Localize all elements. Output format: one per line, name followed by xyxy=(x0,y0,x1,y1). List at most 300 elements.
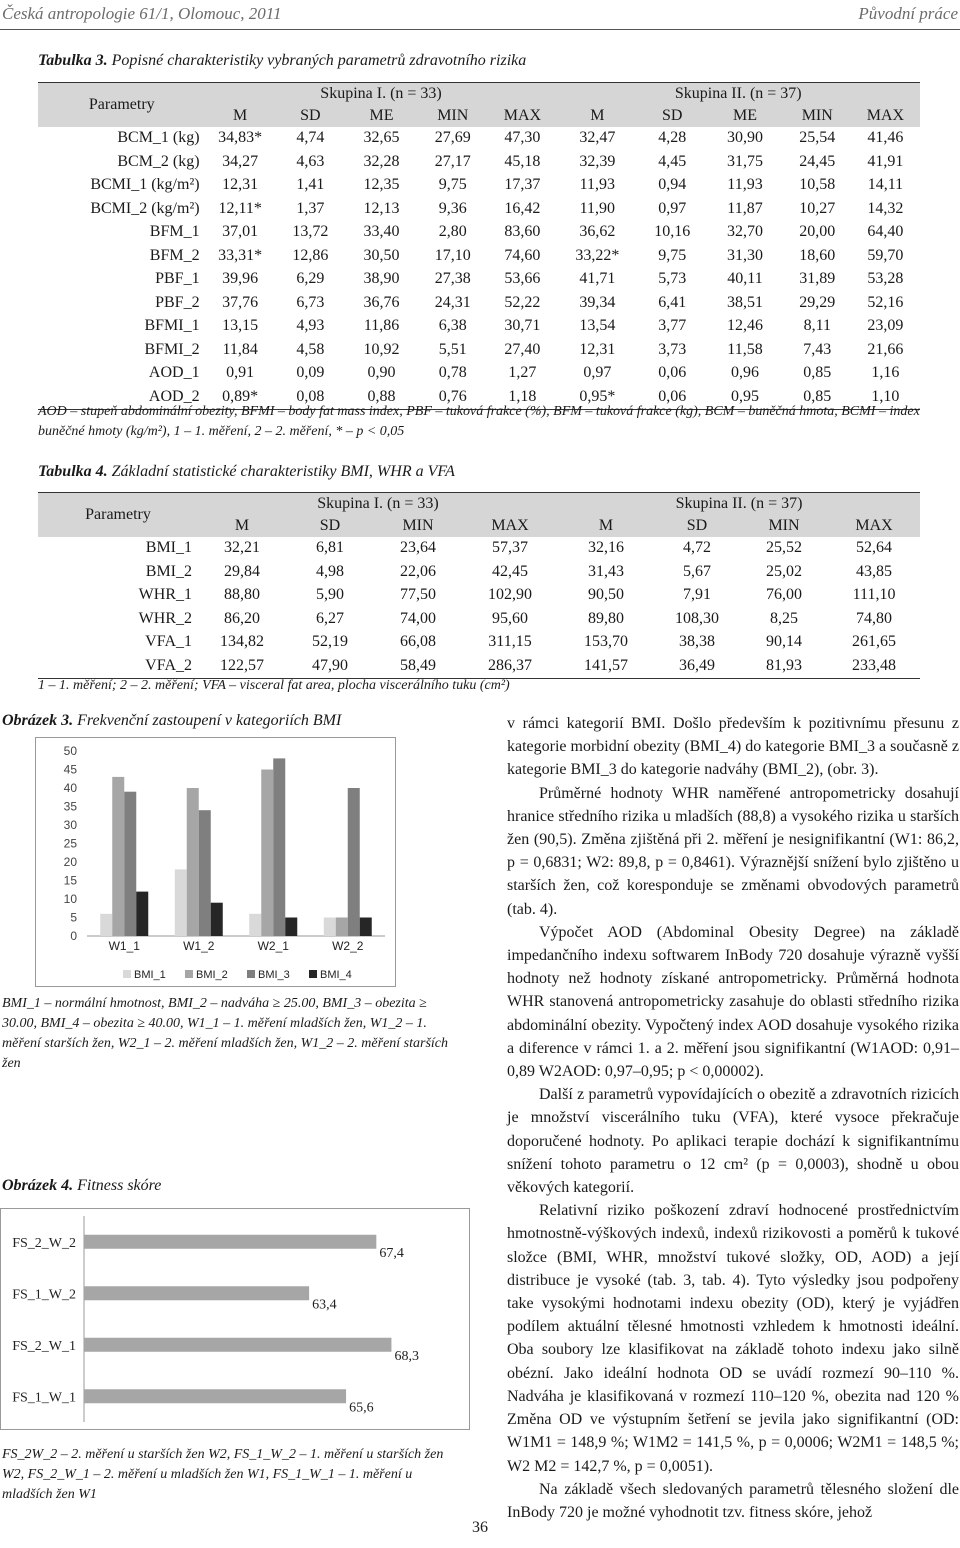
table3-group1: Skupina I. (n = 33) xyxy=(206,83,557,105)
table-cell: 76,00 xyxy=(766,586,803,604)
category-label: FS_1_W_2 xyxy=(12,1287,76,1303)
table-cell: 4,72 xyxy=(683,539,712,557)
table-cell: 17,37 xyxy=(504,176,541,194)
body-paragraph: Na základě všech sledovaných parametrů tělesného složení dle InBody 720 je možné vyhodnotit tzv. fitness skóre, jehož xyxy=(507,1480,959,1521)
table-cell: 12,31 xyxy=(579,340,616,358)
table-cell: 10,92 xyxy=(363,340,400,358)
bar-bmi_2 xyxy=(112,777,124,936)
table-row xyxy=(38,221,920,245)
bar-bmi_1 xyxy=(175,869,187,936)
table-cell: 0,91 xyxy=(226,364,255,382)
table-cell: 8,11 xyxy=(803,317,831,335)
header-rule xyxy=(0,29,960,30)
legend-swatch xyxy=(247,970,255,978)
table-row xyxy=(38,150,920,174)
row-label: BFMI_1 xyxy=(144,317,200,335)
table-cell: 1,41 xyxy=(296,176,325,194)
table3-col-header: M xyxy=(206,105,275,127)
table-cell: 95,60 xyxy=(492,609,528,627)
table-cell: 233,48 xyxy=(828,654,920,678)
table-cell: 89,80 xyxy=(588,609,625,627)
x-tick-label: W2_1 xyxy=(257,939,289,953)
table-cell: 10,16 xyxy=(654,223,691,241)
table-cell: 4,28 xyxy=(658,129,687,147)
table-cell: 6,73 xyxy=(296,293,325,311)
table-cell: 38,90 xyxy=(363,270,400,288)
table-cell: 6,27 xyxy=(316,609,344,627)
table-cell: 39,96 xyxy=(222,270,259,288)
body-paragraph: Relativní riziko poškození zdraví hodnocené prostřednictvím hmotnostně-výškových indexů, indexů rizikovosti a poměrů k tukové složce (BMI, WHR, množství tukové složky, OD, AOD) a její distribuce je vysoké (tab. 3, tab. 4). Tyto výsledky jsou podpořeny take vysokými hodnotami indexu obezity (OD), který je vyjádřen podílem aktuální tělesné hmotnosti vzhledem k hmotnosti ideální. Oba soubory lze klasifikovat na základě tohoto indexu jako silně obézní. Jako ideální hodnota OD se uvádí rozmezí 90–110 %. Nadváha je klasifikovaná v rozmezí 110–120 %, obezita nad 120 % Změna OD ve výstupním šetření se jevila jako signifikantní (OD: W1M1 = 148,9 %; W1M2 = 141,5 %, p = 0,0006; W2M1 = 148,5 %; W2 M2 = 142,7 %, p = 0,0051). xyxy=(507,1202,959,1475)
table-cell: 59,70 xyxy=(867,246,904,264)
table-cell: 4,63 xyxy=(296,152,325,170)
y-tick-label: 10 xyxy=(63,892,77,906)
table-cell: 27,40 xyxy=(504,340,541,358)
table-cell: 5,90 xyxy=(316,586,344,604)
table4-col-header: MIN xyxy=(740,515,828,537)
table-cell: 53,66 xyxy=(504,270,541,288)
table-row xyxy=(38,315,920,339)
table-row xyxy=(38,244,920,268)
table-cell: 111,10 xyxy=(852,586,896,604)
table3-col-header: MAX xyxy=(851,105,920,127)
table-cell: 14,32 xyxy=(867,199,904,217)
table-cell: 261,65 xyxy=(852,633,897,651)
table-cell: 32,28 xyxy=(363,152,400,170)
table4-col-header: MAX xyxy=(462,515,558,537)
table3-col-header: ME xyxy=(346,105,417,127)
table-cell: 74,00 xyxy=(400,609,436,627)
table-cell: 5,67 xyxy=(683,562,712,580)
table-cell: 4,98 xyxy=(316,562,344,580)
table-cell: 31,30 xyxy=(727,246,763,264)
y-tick-label: 50 xyxy=(63,744,77,758)
table-cell: 31,43 xyxy=(588,562,625,580)
table-row xyxy=(38,197,920,221)
y-tick-label: 15 xyxy=(63,873,77,888)
table-cell: 3,73 xyxy=(658,340,687,358)
table-cell: 32,16 xyxy=(588,539,625,557)
table-cell: 32,47 xyxy=(579,129,616,147)
figure4-label: Obrázek 4. xyxy=(2,1177,74,1194)
table-row xyxy=(38,631,920,655)
row-label: BFMI_2 xyxy=(144,340,200,358)
table4-param-header: Parametry xyxy=(38,493,198,537)
table-cell: 311,15 xyxy=(488,633,532,651)
table-cell: 11,90 xyxy=(579,199,616,217)
table-cell: 41,46 xyxy=(867,129,904,147)
table3-col-header: ME xyxy=(706,105,784,127)
row-label: VFA_2 xyxy=(38,654,198,678)
table-cell: 11,93 xyxy=(727,176,763,194)
table-cell: 43,85 xyxy=(856,562,893,580)
table-cell: 33,40 xyxy=(363,223,400,241)
table-cell: 286,37 xyxy=(462,654,558,678)
bar-bmi_1 xyxy=(249,914,261,936)
table-cell: 25,52 xyxy=(766,539,803,557)
table-cell: 66,08 xyxy=(400,633,436,651)
table-cell: 39,34 xyxy=(579,293,616,311)
table-cell: 0,88 xyxy=(346,385,417,409)
row-label: VFA_1 xyxy=(145,633,192,651)
table4-caption xyxy=(38,463,455,481)
table4-note: 1 – 1. měření; 2 – 2. měření; VFA – visceral fat area, plocha viscerálního tuku (cm²) xyxy=(38,678,510,693)
legend-label: BMI_4 xyxy=(320,969,352,981)
fitness-bar xyxy=(84,1389,346,1403)
table-cell: 12,13 xyxy=(363,199,400,217)
table-cell: 45,18 xyxy=(504,152,541,170)
table-cell: 81,93 xyxy=(740,654,828,678)
table-cell: 25,02 xyxy=(766,562,803,580)
table-cell: 47,90 xyxy=(286,654,374,678)
table3-group2: Skupina II. (n = 37) xyxy=(556,83,920,105)
y-tick-label: 25 xyxy=(63,836,77,851)
data-label: 67,4 xyxy=(379,1245,404,1261)
table-cell: 14,11 xyxy=(867,176,904,194)
fitness-bar xyxy=(84,1338,391,1352)
body-text xyxy=(507,712,959,1524)
table-cell: 0,94 xyxy=(658,176,687,194)
table-cell: 11,93 xyxy=(579,176,616,194)
table-cell: 27,17 xyxy=(434,152,471,170)
table-cell: 24,31 xyxy=(434,293,471,311)
table-cell: 108,30 xyxy=(675,609,720,627)
page-number: 36 xyxy=(472,1519,488,1536)
bar-bmi_1 xyxy=(324,918,336,937)
table-cell: 32,39 xyxy=(579,152,616,170)
table-cell: 5,51 xyxy=(438,340,467,358)
table-cell: 13,15 xyxy=(222,317,259,335)
table-cell: 74,80 xyxy=(856,609,893,627)
table3-col-header: SD xyxy=(638,105,706,127)
y-tick-label: 0 xyxy=(70,929,77,943)
fitness-bar xyxy=(84,1286,309,1300)
table-cell: 141,57 xyxy=(558,654,654,678)
table-cell: 64,40 xyxy=(867,223,904,241)
table-cell: 12,11* xyxy=(218,199,262,217)
row-label: PBF_1 xyxy=(155,270,200,288)
table-cell: 22,06 xyxy=(400,562,436,580)
table-cell: 20,00 xyxy=(799,223,836,241)
table-cell: 0,97 xyxy=(658,199,687,217)
table4-title: Základní statistické charakteristiky BMI, WHR a VFA xyxy=(111,463,455,480)
bar-bmi_4 xyxy=(285,918,297,937)
row-label: BCM_2 (kg) xyxy=(117,152,200,170)
table-cell: 6,29 xyxy=(296,270,325,288)
table-cell: 4,74 xyxy=(296,129,325,147)
table-cell: 57,37 xyxy=(492,539,528,557)
table4-label: Tabulka 4. xyxy=(38,463,108,480)
legend-label: BMI_1 xyxy=(134,969,166,981)
legend-label: BMI_3 xyxy=(258,969,290,981)
x-tick-label: W1_1 xyxy=(108,939,140,953)
figure4-caption xyxy=(2,1177,161,1195)
table-cell: 31,89 xyxy=(799,270,836,288)
table-cell: 1,10 xyxy=(851,385,920,409)
category-label: FS_2_W_1 xyxy=(12,1338,76,1354)
table-cell: 13,72 xyxy=(292,223,329,241)
bar-bmi_1 xyxy=(100,914,112,936)
body-paragraph: v rámci kategorií BMI. Došlo především k pozitivnímu přesunu z kategorie morbidní obezity (BMI_4) do kategorie BMI_3 a současně z kategorie BMI_3 do kategorie nadváhy (BMI_2), (obr. 3). xyxy=(507,715,959,779)
table-cell: 86,20 xyxy=(224,609,260,627)
table-cell: 122,57 xyxy=(198,654,286,678)
bar-bmi_4 xyxy=(360,918,372,937)
table3-col-header: SD xyxy=(275,105,346,127)
row-label: PBF_2 xyxy=(155,293,200,311)
bar-bmi_3 xyxy=(124,792,136,936)
table-cell: 90,14 xyxy=(766,633,803,651)
table-cell: 53,28 xyxy=(867,270,904,288)
y-tick-label: 5 xyxy=(70,910,77,925)
bar-bmi_4 xyxy=(136,892,148,936)
row-label: BCM_1 (kg) xyxy=(117,129,200,147)
table3-note: AOD – stupeň abdominální obezity, BFMI – body fat mass index, PBF – tuková frakce (%), BFM – tuková frakce (kg), BCM – buněčná hmota, BCMI – index buněčné hmoty (kg/m²), 1 – 1. měření, 2 – 2. měření, * – p < 0,05 xyxy=(38,404,920,439)
table-cell: 23,64 xyxy=(400,539,436,557)
row-label: BFM_1 xyxy=(149,223,200,241)
table4-col-header: MAX xyxy=(828,515,920,537)
table-cell: 83,60 xyxy=(504,223,541,241)
table-cell: 12,46 xyxy=(727,317,763,335)
table-cell: 0,97 xyxy=(583,364,612,382)
category-label: FS_2_W_2 xyxy=(12,1235,76,1251)
table-cell: 6,41 xyxy=(658,293,687,311)
y-tick-label: 35 xyxy=(63,799,77,814)
table-cell: 36,62 xyxy=(579,223,616,241)
table-row xyxy=(38,362,920,386)
row-label: BCMI_1 (kg/m²) xyxy=(90,176,200,194)
y-tick-label: 30 xyxy=(63,818,77,832)
bar-bmi_4 xyxy=(211,903,223,936)
table-cell: 0,76 xyxy=(417,385,488,409)
section-header: Původní práce xyxy=(858,4,958,23)
table-cell: 0,90 xyxy=(367,364,396,382)
table-cell: 25,54 xyxy=(799,129,836,147)
row-label: WHR_1 xyxy=(138,586,192,604)
bar-bmi_2 xyxy=(261,770,273,937)
table-cell: 38,51 xyxy=(727,293,763,311)
fitness-bar xyxy=(84,1235,376,1249)
table-cell: 18,60 xyxy=(799,246,836,264)
table-cell: 24,45 xyxy=(799,152,836,170)
body-paragraph: Další z parametrů vypovídajících o obezitě a zdravotních rizicích je množství viscerálního tuku (VFA), které vysoce překračuje doporučené hodnoty. Po aplikaci terapie dochází k signifikantnímu snížení tohoto parametru o 12 cm² (p = 0,0003), shodně u obou věkových kategorií. xyxy=(507,1086,959,1197)
table-cell: 7,91 xyxy=(683,586,712,604)
table-cell: 1,37 xyxy=(296,199,325,217)
y-tick-label: 40 xyxy=(63,781,77,795)
table-cell: 11,84 xyxy=(222,340,258,358)
table-cell: 11,58 xyxy=(727,340,763,358)
legend-label: BMI_2 xyxy=(196,969,228,981)
table-cell: 9,75 xyxy=(438,176,467,194)
table-cell: 0,89* xyxy=(206,385,275,409)
x-tick-label: W2_2 xyxy=(332,939,364,953)
table3-col-header: MIN xyxy=(784,105,851,127)
table-cell: 88,80 xyxy=(224,586,260,604)
table-cell: 0,85 xyxy=(803,364,832,382)
row-label: BMI_1 xyxy=(145,539,192,557)
table-cell: 11,87 xyxy=(727,199,763,217)
row-label: BCMI_2 (kg/m²) xyxy=(90,199,200,217)
row-label: BMI_2 xyxy=(145,562,192,580)
table-cell: 134,82 xyxy=(220,633,264,651)
table-row xyxy=(38,127,920,151)
table-cell: 12,86 xyxy=(292,246,329,264)
row-label: BFM_2 xyxy=(149,246,200,264)
y-tick-label: 45 xyxy=(63,762,77,777)
body-paragraph: Průměrné hodnoty WHR naměřené antropometricky dosahují hranice středního rizika u mladších (88,8) a vysokého rizika u starších žen (90,5). Změna zjištěná při 2. měření je nesignifikantní (W1: 86,2, p = 0,6831; W2: 89,8, p = 0,8461). Výraznější snížení bylo zjištěno u starších žen, což koresponduje se změnami obvodových parametrů (tab. 4). xyxy=(507,784,959,918)
table4-col-header: M xyxy=(558,515,654,537)
table-cell: 16,42 xyxy=(504,199,541,217)
table-cell: 30,90 xyxy=(727,129,763,147)
table-cell: 52,64 xyxy=(856,539,893,557)
table-cell: 21,66 xyxy=(867,340,904,358)
table-cell: 7,43 xyxy=(803,340,832,358)
figure4-note: FS_2W_2 – 2. měření u starších žen W2, FS_1_W_2 – 1. měření u starších žen W2, FS_2_W_1 – 2. měření u mladších žen W1, FS_1_W_1 – 1. měření u mladších žen W1 xyxy=(2,1447,444,1502)
table-row xyxy=(38,338,920,362)
table-cell: 58,49 xyxy=(374,654,462,678)
table4-col-header: SD xyxy=(654,515,740,537)
table-cell: 4,45 xyxy=(658,152,687,170)
table-cell: 47,30 xyxy=(504,129,541,147)
table-cell: 2,80 xyxy=(438,223,467,241)
table-cell: 34,27 xyxy=(222,152,259,170)
bar-bmi_3 xyxy=(273,758,285,936)
data-label: 68,3 xyxy=(394,1348,419,1364)
table-cell: 6,81 xyxy=(316,539,344,557)
table-cell: 32,65 xyxy=(363,129,400,147)
row-label: AOD_2 xyxy=(38,385,206,409)
x-tick-label: W1_2 xyxy=(183,939,215,953)
body-paragraph: Výpočet AOD (Abdominal Obesity Degree) na základě impedančního indexu softwarem InBody 720 dosahuje výrazně vyšší hodnoty než hodnoty získané antropometricky. Průměrná hodnota WHR stanovená antropometricky zasahuje do oblasti středního rizika abdominální obezity. Vypočtený index AOD dosahuje vysokého rizika a diference v rámci 1. a 2. měření jsou signifikantní (W1AOD: 0,91–0,89 W2AOD: 0,97–0,95; p < 0,00002). xyxy=(507,923,959,1081)
table-cell: 33,22* xyxy=(575,246,620,264)
table-cell: 10,27 xyxy=(799,199,836,217)
table-cell: 9,36 xyxy=(438,199,467,217)
table-cell: 0,06 xyxy=(638,385,706,409)
table-cell: 41,71 xyxy=(579,270,616,288)
table-cell: 27,38 xyxy=(434,270,471,288)
table-row xyxy=(38,654,920,678)
table-cell: 1,27 xyxy=(508,364,537,382)
bar-bmi_3 xyxy=(199,810,211,936)
table4-group2: Skupina II. (n = 37) xyxy=(558,493,920,515)
table-row xyxy=(38,560,920,584)
bar-bmi_3 xyxy=(348,788,360,936)
table-cell: 0,78 xyxy=(438,364,467,382)
table-cell: 74,60 xyxy=(504,246,541,264)
table-cell: 29,84 xyxy=(224,562,260,580)
table3-label: Tabulka 3. xyxy=(38,52,108,69)
table3-col-header: MIN xyxy=(417,105,488,127)
table4-col-header: MIN xyxy=(374,515,462,537)
table-row xyxy=(38,174,920,198)
table-cell: 52,19 xyxy=(312,633,348,651)
table-cell: 6,38 xyxy=(438,317,467,335)
table-cell: 37,76 xyxy=(222,293,259,311)
table-cell: 9,75 xyxy=(658,246,687,264)
figure3-note: BMI_1 – normální hmotnost, BMI_2 – nadváha ≥ 25.00, BMI_3 – obezita ≥ 30.00, BMI_4 – obezita ≥ 40.00, W1_1 – 1. měření mladších žen, W1_2 – 1. měření starších žen, W2_1 – 2. měření mladších žen, W1_2 – 2. měření starších žen xyxy=(2,996,449,1071)
table4-col-header: SD xyxy=(286,515,374,537)
table3-title: Popisné charakteristiky vybraných parametrů zdravotního rizika xyxy=(111,52,527,69)
table-cell: 153,70 xyxy=(584,633,629,651)
row-label: WHR_2 xyxy=(138,609,192,627)
figure3-title: Frekvenční zastoupení v kategoriích BMI xyxy=(77,712,342,729)
legend-swatch xyxy=(309,970,317,978)
table-cell: 37,01 xyxy=(222,223,259,241)
table-cell: 52,22 xyxy=(504,293,541,311)
table-cell: 52,16 xyxy=(867,293,904,311)
table-cell: 13,54 xyxy=(579,317,616,335)
table-cell: 10,58 xyxy=(799,176,836,194)
table-cell: 4,58 xyxy=(296,340,325,358)
table-cell: 34,83* xyxy=(218,129,263,147)
table3-param-header: Parametry xyxy=(38,83,206,127)
data-label: 63,4 xyxy=(312,1297,337,1313)
table-cell: 30,71 xyxy=(504,317,541,335)
table-cell: 31,75 xyxy=(727,152,763,170)
legend-swatch xyxy=(185,970,193,978)
table-cell: 0,95 xyxy=(706,385,784,409)
figure4-title: Fitness skóre xyxy=(77,1177,162,1194)
table-cell: 0,09 xyxy=(296,364,325,382)
table-cell: 0,96 xyxy=(731,364,759,382)
table-cell: 30,50 xyxy=(363,246,400,264)
data-label: 65,6 xyxy=(349,1400,374,1416)
table-cell: 1,16 xyxy=(871,364,900,382)
table3-col-header: M xyxy=(556,105,638,127)
table-cell: 90,50 xyxy=(588,586,625,604)
table-cell: 40,11 xyxy=(727,270,763,288)
table-cell: 32,70 xyxy=(727,223,763,241)
table-cell: 0,06 xyxy=(658,364,687,382)
table-row xyxy=(38,537,920,561)
table-cell: 27,69 xyxy=(434,129,471,147)
table-cell: 4,93 xyxy=(296,317,325,335)
table-cell: 1,18 xyxy=(488,385,556,409)
table-row xyxy=(38,607,920,631)
table-cell: 36,49 xyxy=(654,654,740,678)
table-cell: 77,50 xyxy=(400,586,436,604)
table3 xyxy=(38,82,920,410)
table4-col-header: M xyxy=(198,515,286,537)
table-cell: 23,09 xyxy=(867,317,904,335)
table-cell: 33,31* xyxy=(218,246,263,264)
table-row xyxy=(38,291,920,315)
table-cell: 32,21 xyxy=(224,539,260,557)
table-cell: 38,38 xyxy=(679,633,716,651)
table-cell: 12,35 xyxy=(363,176,400,194)
table-cell: 12,31 xyxy=(222,176,259,194)
table-cell: 102,90 xyxy=(488,586,532,604)
y-tick-label: 20 xyxy=(63,855,77,869)
legend-swatch xyxy=(123,970,131,978)
table-row xyxy=(38,268,920,292)
table-cell: 17,10 xyxy=(434,246,471,264)
journal-header: Česká antropologie 61/1, Olomouc, 2011 xyxy=(2,4,282,23)
table3-col-header: MAX xyxy=(488,105,556,127)
figure4-chart xyxy=(0,1208,470,1430)
bar-bmi_2 xyxy=(187,788,199,936)
table-cell: 0,85 xyxy=(784,385,851,409)
figure3-label: Obrázek 3. xyxy=(2,712,74,729)
table3-caption xyxy=(38,52,526,70)
table-cell: 8,25 xyxy=(770,609,799,627)
table4 xyxy=(38,492,920,679)
table-cell: 36,76 xyxy=(363,293,400,311)
table-cell: 0,95* xyxy=(556,385,638,409)
table-cell: 42,45 xyxy=(492,562,528,580)
figure3-chart xyxy=(35,737,396,987)
category-label: FS_1_W_1 xyxy=(12,1390,76,1406)
figure3-caption xyxy=(2,712,341,730)
table-cell: 3,77 xyxy=(658,317,687,335)
